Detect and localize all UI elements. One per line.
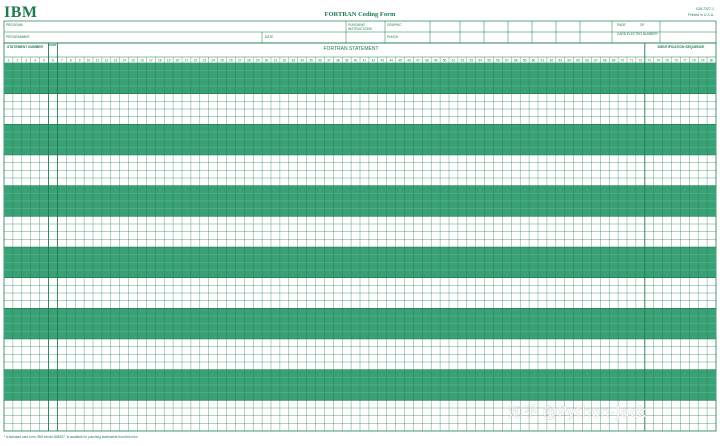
column-number: 58: [513, 58, 518, 63]
column-number: 21: [184, 58, 189, 63]
column-number: 62: [549, 58, 554, 63]
column-number: 70: [620, 58, 625, 63]
column-number: 50: [442, 58, 447, 63]
column-number: 51: [451, 58, 456, 63]
punching-instructions-label: PUNCHING INSTRUCTIONS: [348, 23, 372, 31]
form-number: X28-7327-1: [695, 7, 714, 11]
column-number: 26: [229, 58, 233, 63]
column-number: 65: [576, 58, 580, 63]
column-number: 18: [157, 58, 162, 63]
column-number: 55: [487, 58, 491, 63]
graphic-label: GRAPHIC: [387, 23, 402, 27]
printed-in: Printed in U.S.A.: [688, 13, 714, 17]
column-number: 40: [353, 58, 358, 63]
column-number: 53: [469, 58, 474, 63]
column-number: 56: [496, 58, 500, 63]
column-number: 9: [78, 58, 81, 63]
column-number: 6: [52, 58, 54, 63]
column-number: 34: [300, 58, 304, 63]
column-number: 27: [238, 58, 242, 63]
column-number: 5: [43, 58, 45, 63]
column-number: 1: [7, 58, 10, 63]
column-number: 22: [193, 58, 198, 63]
column-number: 28: [246, 58, 251, 63]
column-number: 14: [122, 58, 126, 63]
column-number: 11: [95, 58, 100, 63]
column-number: 30: [264, 58, 269, 63]
column-number: 36: [318, 58, 322, 63]
column-number: 42: [371, 58, 376, 63]
column-number: 67: [594, 58, 598, 63]
column-number: 23: [202, 58, 207, 63]
column-number: 29: [255, 58, 260, 63]
fortran-statement-label: FORTRAN STATEMENT: [323, 46, 379, 52]
column-number: 15: [131, 58, 135, 63]
column-number: 16: [140, 58, 144, 63]
of-label: OF: [640, 23, 645, 27]
column-number: 80: [709, 58, 714, 63]
column-number: 24: [211, 58, 215, 63]
column-number: 2: [16, 58, 19, 63]
column-number: 4: [34, 58, 37, 63]
column-number: 72: [638, 58, 643, 63]
programmer-label: PROGRAMMER: [6, 35, 30, 39]
column-number: 75: [665, 58, 669, 63]
watermark: 知乎 @Python-Jack: [508, 403, 647, 421]
form-title: FORTRAN Coding Form: [324, 11, 396, 18]
date-label: DATE: [265, 35, 274, 39]
column-number: 54: [478, 58, 482, 63]
column-number: 12: [104, 58, 109, 63]
column-number: 63: [558, 58, 563, 63]
column-number: 57: [505, 58, 509, 63]
column-number: 49: [433, 58, 438, 63]
cont-label: CONT: [48, 44, 57, 47]
column-number: 13: [113, 58, 118, 63]
column-number: 33: [291, 58, 296, 63]
column-number: 17: [149, 58, 153, 63]
identification-sequence-label: IDENTIFICATION SEQUENCE: [657, 45, 705, 49]
column-number: 48: [424, 58, 429, 63]
column-number: 64: [567, 58, 571, 63]
column-number: 32: [282, 58, 287, 63]
column-number: 20: [175, 58, 180, 63]
column-number: 7: [60, 58, 63, 63]
column-number: 46: [407, 58, 411, 63]
column-number: 74: [656, 58, 660, 63]
page-label: PAGE: [617, 23, 626, 27]
punch-label: PUNCH: [387, 35, 399, 39]
column-number: 69: [611, 58, 616, 63]
column-number: 41: [362, 58, 367, 63]
column-number: 35: [309, 58, 313, 63]
column-number: 60: [531, 58, 536, 63]
column-number: 43: [380, 58, 385, 63]
column-number: 8: [69, 58, 72, 63]
column-number: 44: [389, 58, 393, 63]
ibm-logo: IBM: [4, 4, 38, 21]
program-label: PROGRAM: [6, 23, 23, 27]
column-number: 52: [460, 58, 465, 63]
column-number: 47: [416, 58, 420, 63]
footer-note: * A standard card form, IBM electro 888157, is available for punching statements from this form: [4, 435, 138, 439]
column-number: 79: [700, 58, 705, 63]
column-number: 59: [522, 58, 527, 63]
column-number: 38: [335, 58, 340, 63]
column-number: 19: [166, 58, 171, 63]
column-number: 10: [86, 58, 91, 63]
column-number: 78: [691, 58, 696, 63]
column-number: 68: [602, 58, 607, 63]
column-number: 25: [220, 58, 224, 63]
column-number: 61: [540, 58, 545, 63]
column-number: 73: [647, 58, 652, 63]
column-number: 37: [327, 58, 331, 63]
column-number: 31: [273, 58, 278, 63]
column-number: 66: [585, 58, 589, 63]
statement-number-label: STATEMENT NUMBER: [6, 45, 44, 49]
column-number: 71: [629, 58, 634, 63]
column-number: 77: [683, 58, 687, 63]
column-number: 3: [25, 58, 28, 63]
column-number: 76: [674, 58, 678, 63]
column-number: 39: [344, 58, 349, 63]
card-number-label: CARD ELECTRO NUMBER*: [617, 32, 658, 36]
column-number: 45: [398, 58, 402, 63]
